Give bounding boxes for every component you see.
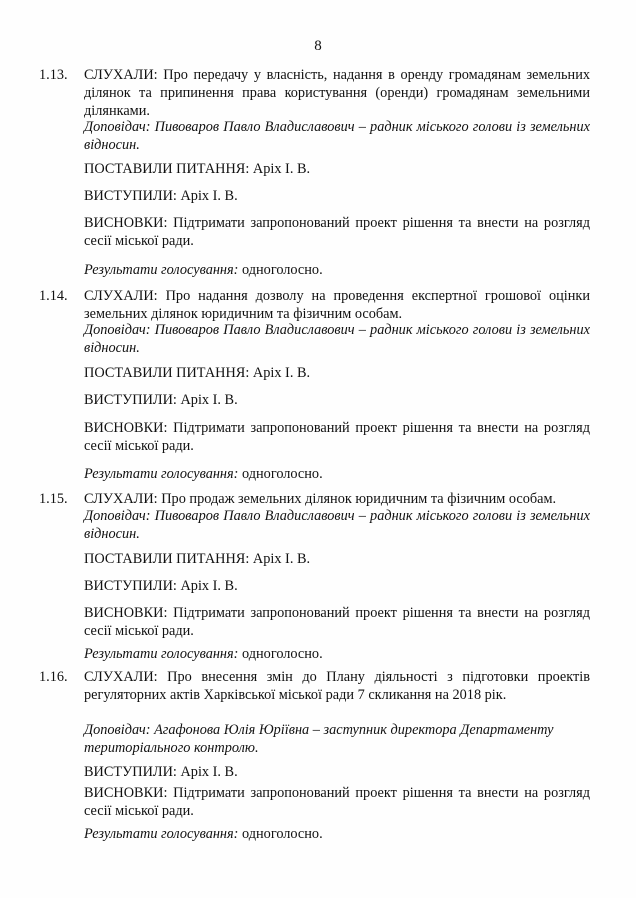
item-conclusion: ВИСНОВКИ: Підтримати запропонований проект рішення та внести на розгляд сесії міської ради. xyxy=(84,605,590,639)
speaker-name: Агафонова Юлія Юріївна – заступник директора Департаменту територіального контролю. xyxy=(84,722,554,756)
item-vote xyxy=(84,825,590,843)
item-spoke: ВИСТУПИЛИ: Аріх І. В. xyxy=(84,764,238,780)
item-number: 1.16. xyxy=(39,669,68,685)
item-heard: СЛУХАЛИ: Про продаж земельних ділянок юридичним та фізичним особам. xyxy=(84,491,557,507)
vote-label: Результати голосування: xyxy=(84,826,239,842)
item-heard: СЛУХАЛИ: Про внесення змін до Плану діяльності з підготовки проектів регуляторних актів Харківської міської ради 7 скликання на 2018 рік. xyxy=(84,669,590,703)
item-vote xyxy=(84,645,590,663)
vote-value: одноголосно. xyxy=(242,262,323,278)
item-vote xyxy=(84,261,590,279)
item-spoke: ВИСТУПИЛИ: Аріх І. В. xyxy=(84,578,238,594)
item-conclusion: ВИСНОВКИ: Підтримати запропонований проект рішення та внести на розгляд сесії міської ради. xyxy=(84,785,590,819)
item-speaker xyxy=(84,321,590,357)
item-number: 1.15. xyxy=(39,491,68,507)
vote-label: Результати голосування: xyxy=(84,466,239,482)
item-speaker xyxy=(84,507,590,543)
speaker-name: Пивоваров Павло Владиславович – радник міського голови із земельних відносин. xyxy=(84,508,590,542)
item-number: 1.13. xyxy=(39,67,68,83)
page-number: 8 xyxy=(314,38,322,54)
item-spoke: ВИСТУПИЛИ: Аріх І. В. xyxy=(84,392,238,408)
item-speaker xyxy=(84,721,590,757)
speaker-label: Доповідач: xyxy=(84,508,151,524)
speaker-label: Доповідач: xyxy=(84,722,151,738)
vote-label: Результати голосування: xyxy=(84,262,239,278)
item-vote xyxy=(84,465,590,483)
item-number: 1.14. xyxy=(39,288,68,304)
item-asked: ПОСТАВИЛИ ПИТАННЯ: Аріх І. В. xyxy=(84,365,311,381)
vote-value: одноголосно. xyxy=(242,466,323,482)
vote-label: Результати голосування: xyxy=(84,646,239,662)
item-asked: ПОСТАВИЛИ ПИТАННЯ: Аріх І. В. xyxy=(84,161,311,177)
item-spoke: ВИСТУПИЛИ: Аріх І. В. xyxy=(84,188,238,204)
speaker-name: Пивоваров Павло Владиславович – радник міського голови із земельних відносин. xyxy=(84,322,590,356)
item-asked: ПОСТАВИЛИ ПИТАННЯ: Аріх І. В. xyxy=(84,551,311,567)
speaker-label: Доповідач: xyxy=(84,322,151,338)
item-heard: СЛУХАЛИ: Про надання дозволу на проведення експертної грошової оцінки земельних ділянок юридичним та фізичним особам. xyxy=(84,288,590,322)
vote-value: одноголосно. xyxy=(242,646,323,662)
vote-value: одноголосно. xyxy=(242,826,323,842)
item-heard: СЛУХАЛИ: Про передачу у власність, надання в оренду громадянам земельних ділянок та припинення права користування (оренди) громадянам земельними ділянками. xyxy=(84,67,590,119)
item-conclusion: ВИСНОВКИ: Підтримати запропонований проект рішення та внести на розгляд сесії міської ради. xyxy=(84,215,590,249)
item-speaker xyxy=(84,118,590,154)
speaker-label: Доповідач: xyxy=(84,119,151,135)
speaker-name: Пивоваров Павло Владиславович – радник міського голови із земельних відносин. xyxy=(84,119,590,153)
item-conclusion: ВИСНОВКИ: Підтримати запропонований проект рішення та внести на розгляд сесії міської ради. xyxy=(84,420,590,454)
